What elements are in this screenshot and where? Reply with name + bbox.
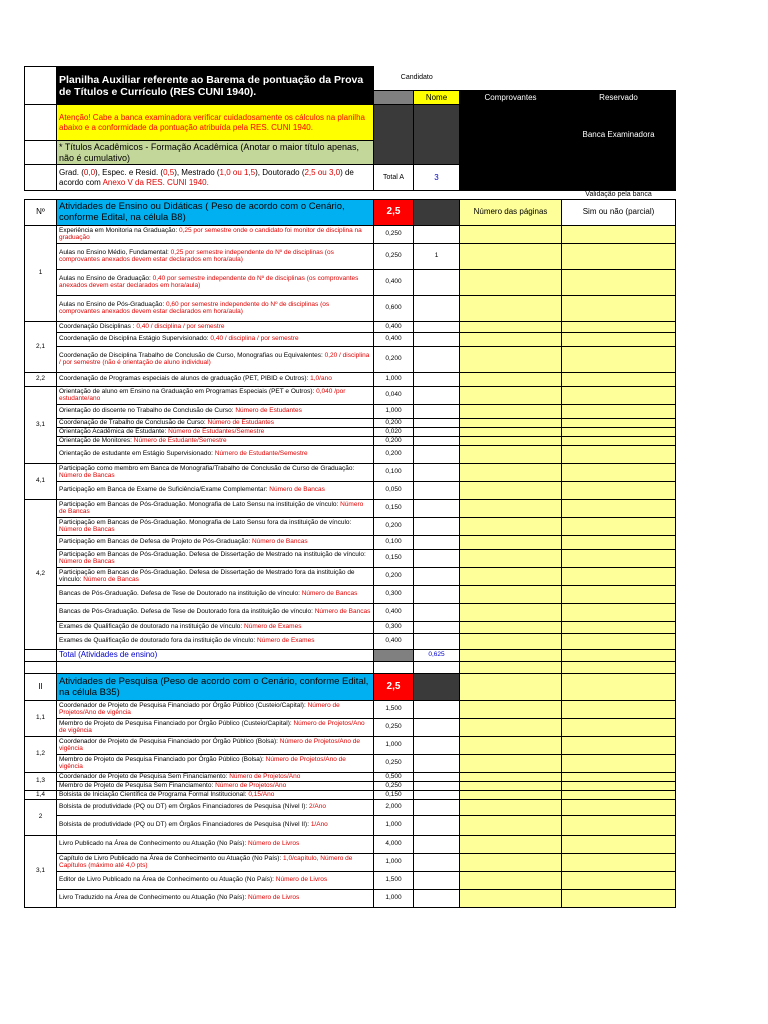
item-description: Coordenação Disciplinas : 0,40 / disciplina / por semestre (57, 321, 374, 332)
validacao-cell[interactable] (562, 790, 676, 799)
table-row (25, 781, 676, 790)
item-quantity[interactable] (414, 445, 460, 463)
comprovantes-cell[interactable] (460, 346, 562, 372)
item-description: Livro Publicado na Área de Conhecimento ou Atuação (No País): Número de Livros (57, 835, 374, 853)
item-quantity[interactable] (414, 754, 460, 772)
item-description: Exames de Qualificação de doutorado fora da instituição de vínculo: Número de Exames (57, 633, 374, 649)
table-row (25, 225, 676, 243)
table-row (25, 535, 676, 549)
item-points: 4,000 (374, 835, 414, 853)
table-row (25, 418, 676, 427)
item-description: Editor de Livro Publicado na Área de Conhecimento ou Atuação (No País): Número de Livros (57, 871, 374, 889)
item-description: Orientação de aluno em Ensino na Graduação em Programas Especiais (PET e Outros): 0,040 /por estudante/ano (57, 386, 374, 404)
item-description: Participação em Bancas de Pós-Graduação. Defesa de Dissertação de Mestrado na instituição de vínculo: Número de Bancas (57, 549, 374, 567)
item-points: 0,300 (374, 585, 414, 603)
comprovantes-cell[interactable] (460, 436, 562, 445)
item-quantity[interactable] (414, 332, 460, 346)
comprovantes-cell[interactable] (460, 225, 562, 243)
item-description: Participação em Bancas de Pós-Graduação. Defesa de Dissertação de Mestrado fora da instituição de vínculo: Número de Bancas (57, 567, 374, 585)
comprovantes-cell[interactable] (460, 404, 562, 418)
validacao-cell[interactable] (562, 853, 676, 871)
validacao-cell[interactable] (562, 772, 676, 781)
item-quantity[interactable] (414, 835, 460, 853)
validacao-cell[interactable] (562, 269, 676, 295)
item-points: 0,100 (374, 463, 414, 481)
item-description: Bolsista de Iniciação Científica de Programa Formal Institucional: 0,15/Ano (57, 790, 374, 799)
table-row (25, 295, 676, 321)
comprovantes-cell[interactable] (460, 517, 562, 535)
validacao-cell[interactable] (562, 754, 676, 772)
validacao-cell[interactable] (562, 889, 676, 907)
candidato-label: Candidato (400, 74, 433, 82)
validacao-cell[interactable] (562, 332, 676, 346)
validacao-cell[interactable] (562, 481, 676, 499)
item-description: Orientação de estudante em Estágio Supervisionado: Número de Estudante/Semestre (57, 445, 374, 463)
table-row (25, 269, 676, 295)
validacao-cell[interactable] (562, 517, 676, 535)
comprovantes-header: Comprovantes (460, 91, 562, 105)
item-points: 0,250 (374, 718, 414, 736)
comprovantes-cell[interactable] (460, 295, 562, 321)
item-description: Aulas no Ensino de Graduação: 0,40 por semestre independente do Nº de disciplinas (os comprovantes anexados devem estar declarados em hora/aula) (57, 269, 374, 295)
validacao-cell[interactable] (562, 871, 676, 889)
validacao-cell[interactable] (562, 436, 676, 445)
table-row (25, 871, 676, 889)
item-quantity[interactable] (414, 535, 460, 549)
item-description: Coordenador de Projeto de Pesquisa Financiado por Órgão Público (Custeio/Capital): Número de Projetos/Ano de vigência (57, 700, 374, 718)
table-row (25, 567, 676, 585)
item-points: 0,020 (374, 427, 414, 436)
item-quantity[interactable] (414, 463, 460, 481)
item-description: Participação em Banca de Exame de Suficiência/Exame Complementar: Número de Bancas (57, 481, 374, 499)
item-number: 3,1 (25, 386, 57, 463)
table-row (25, 799, 676, 815)
item-description: Participação em Bancas de Defesa de Projeto de Pós-Graduação: Número de Bancas (57, 535, 374, 549)
item-description: Bolsista de produtividade (PQ ou DT) em Órgãos Financiadores de Pesquisa (Nível I): 2/Ano (57, 799, 374, 815)
table-row (25, 549, 676, 567)
item-description: Orientação de Monitores: Número de Estudante/Semestre (57, 436, 374, 445)
item-quantity[interactable] (414, 718, 460, 736)
item-points: 1,000 (374, 404, 414, 418)
sheet-title: Planilha Auxiliar referente ao Barema de pontuação da Prova de Títulos e Currículo (RES CUNI 1940). (57, 67, 374, 105)
table-row (25, 585, 676, 603)
table-row (25, 633, 676, 649)
corner-cell (25, 67, 57, 105)
section-number: Nº (25, 199, 57, 225)
item-quantity[interactable] (414, 346, 460, 372)
item-quantity[interactable] (414, 481, 460, 499)
validacao-cell[interactable] (562, 427, 676, 436)
item-points: 1,000 (374, 372, 414, 386)
table-row (25, 621, 676, 633)
item-points: 1,000 (374, 889, 414, 907)
item-quantity[interactable] (414, 372, 460, 386)
table-row (25, 372, 676, 386)
validacao-cell[interactable] (562, 621, 676, 633)
validacao-cell[interactable] (562, 445, 676, 463)
item-description: Exames de Qualificação de doutorado na instituição de vínculo: Número de Exames (57, 621, 374, 633)
item-quantity[interactable] (414, 781, 460, 790)
comprovantes-cell[interactable] (460, 603, 562, 621)
item-number: 1,3 (25, 772, 57, 790)
comprovantes-cell[interactable] (460, 799, 562, 815)
item-description: Aulas no Ensino de Pós-Graduação: 0,60 por semestre independente do Nº de disciplinas (os comprovantes anexados devem estar declarados em hora/aula) (57, 295, 374, 321)
item-quantity[interactable] (414, 321, 460, 332)
comprovantes-cell[interactable] (460, 772, 562, 781)
section-title: Atividades de Ensino ou Didáticas ( Peso de acordo com o Cenário, conforme Edital, na célula B8) (57, 199, 374, 225)
item-description: Bancas de Pós-Graduação. Defesa de Tese de Doutorado na instituição de vínculo: Número de Bancas (57, 585, 374, 603)
item-quantity[interactable] (414, 567, 460, 585)
comprovantes-cell[interactable] (460, 736, 562, 754)
nome-header[interactable]: Nome (414, 91, 460, 105)
reservado-header: Reservado (562, 91, 676, 105)
item-points: 0,400 (374, 269, 414, 295)
comprovantes-cell[interactable] (460, 889, 562, 907)
item-quantity[interactable] (414, 700, 460, 718)
comprovantes-cell[interactable] (460, 332, 562, 346)
total-a-value[interactable]: 3 (414, 165, 460, 191)
total-ensino-label: Total (Atividades de ensino) (57, 649, 374, 661)
table-row (25, 499, 676, 517)
item-quantity[interactable] (414, 633, 460, 649)
item-description: Bancas de Pós-Graduação. Defesa de Tese de Doutorado fora da instituição de vínculo: Número de Bancas (57, 603, 374, 621)
item-quantity[interactable] (414, 386, 460, 404)
item-quantity[interactable] (414, 585, 460, 603)
table-row (25, 436, 676, 445)
validacao-cell[interactable] (562, 736, 676, 754)
item-points: 2,000 (374, 799, 414, 815)
section-peso[interactable]: 2,5 (374, 673, 414, 700)
table-row (25, 481, 676, 499)
item-points: 1,000 (374, 853, 414, 871)
comprovantes-cell[interactable] (460, 700, 562, 718)
comprovantes-cell[interactable] (460, 633, 562, 649)
validacao-cell[interactable] (562, 404, 676, 418)
item-description: Membro de Projeto de Pesquisa Financiado por Órgão Público (Bolsa): Número de Projetos/Ano de vigência (57, 754, 374, 772)
item-points: 0,250 (374, 781, 414, 790)
item-points: 0,400 (374, 332, 414, 346)
item-points: 0,400 (374, 633, 414, 649)
comprovantes-cell[interactable] (460, 499, 562, 517)
section-pesquisa-rows (25, 700, 676, 907)
comprovantes-cell[interactable] (460, 243, 562, 269)
item-description: Orientação Acadêmica de Estudante: Número de Estudantes/Semestre (57, 427, 374, 436)
table-row (25, 853, 676, 871)
comprovantes-cell[interactable] (460, 718, 562, 736)
item-points: 0,300 (374, 621, 414, 633)
comprovantes-cell[interactable] (460, 567, 562, 585)
item-description: Participação em Bancas de Pós-Graduação. Monografia de Lato Sensu na instituição de vínculo: Número de Bancas (57, 499, 374, 517)
validacao-cell[interactable] (562, 346, 676, 372)
item-number: 4,1 (25, 463, 57, 499)
table-row (25, 718, 676, 736)
item-description: Experiência em Monitoria na Graduação: 0,25 por semestre onde o candidato foi monitor de disciplina na graduação (57, 225, 374, 243)
item-quantity[interactable]: 1 (414, 243, 460, 269)
comprovantes-cell[interactable] (460, 427, 562, 436)
table-row (25, 445, 676, 463)
grad-line: Grad. (0,0), Espec. e Resid. (0,5), Mestrado (1,0 ou 1,5), Doutorado (2,5 ou 3,0) de acordo com Anexo V da RES. CUNI 1940. (57, 165, 374, 191)
comprovantes-cell[interactable] (460, 386, 562, 404)
item-points: 1,500 (374, 871, 414, 889)
table-row (25, 463, 676, 481)
comprovantes-cell[interactable] (460, 535, 562, 549)
item-points: 0,200 (374, 436, 414, 445)
section-title: Atividades de Pesquisa (Peso de acordo com o Cenário, conforme Edital, na célula B35) (57, 673, 374, 700)
comprovantes-cell[interactable] (460, 372, 562, 386)
item-number: 1 (25, 225, 57, 321)
paginas-header: Número das páginas (460, 199, 562, 225)
item-quantity[interactable] (414, 436, 460, 445)
item-description: Coordenação de Programas especiais de alunos de graduação (PET, PIBID e Outros): 1,0/ano (57, 372, 374, 386)
table-row (25, 517, 676, 535)
validacao-cell[interactable] (562, 603, 676, 621)
item-quantity[interactable] (414, 799, 460, 815)
item-points: 0,150 (374, 499, 414, 517)
table-row (25, 386, 676, 404)
item-description: Participação em Bancas de Pós-Graduação. Monografia de Lato Sensu fora da instituição de vínculo: Número de Bancas (57, 517, 374, 535)
table-row (25, 346, 676, 372)
comprovantes-cell[interactable] (460, 418, 562, 427)
item-number: 1,2 (25, 736, 57, 772)
table-row (25, 321, 676, 332)
comprovantes-cell[interactable] (460, 754, 562, 772)
comprovantes-cell[interactable] (460, 621, 562, 633)
item-description: Bolsista de produtividade (PQ ou DT) em Órgãos Financiadores de Pesquisa (Nível II): 1/Ano (57, 815, 374, 835)
table-row (25, 815, 676, 835)
validacao-cell[interactable] (562, 835, 676, 853)
table-row (25, 603, 676, 621)
item-number: 3,1 (25, 835, 57, 907)
validacao-cell[interactable] (562, 372, 676, 386)
validacao-cell[interactable] (562, 633, 676, 649)
validacao-cell[interactable] (562, 567, 676, 585)
validacao-cell[interactable] (562, 535, 676, 549)
total-a-label: Total A (374, 165, 414, 191)
item-quantity[interactable] (414, 772, 460, 781)
comprovantes-cell[interactable] (460, 445, 562, 463)
item-points: 0,200 (374, 567, 414, 585)
item-number: 4,2 (25, 499, 57, 649)
validacao-cell[interactable] (562, 225, 676, 243)
item-points: 0,600 (374, 295, 414, 321)
sim-nao-header: Sim ou não (parcial) (562, 199, 676, 225)
item-points: 0,150 (374, 549, 414, 567)
item-points: 0,200 (374, 418, 414, 427)
item-number: 2,1 (25, 321, 57, 372)
table-row (25, 243, 676, 269)
validacao-cell[interactable] (562, 718, 676, 736)
item-quantity[interactable] (414, 295, 460, 321)
validacao-label: Validação pela banca (585, 191, 652, 198)
item-points: 0,150 (374, 790, 414, 799)
item-quantity[interactable] (414, 404, 460, 418)
comprovantes-cell[interactable] (460, 835, 562, 853)
section-peso[interactable]: 2,5 (374, 199, 414, 225)
item-quantity[interactable] (414, 427, 460, 436)
item-points: 1,500 (374, 700, 414, 718)
table-row (25, 889, 676, 907)
item-points: 0,500 (374, 772, 414, 781)
validacao-cell[interactable] (562, 418, 676, 427)
item-points: 0,050 (374, 481, 414, 499)
item-points: 0,200 (374, 517, 414, 535)
table-row (25, 700, 676, 718)
item-points: 0,250 (374, 225, 414, 243)
item-number: 1,4 (25, 790, 57, 799)
total-ensino-value: 0,625 (414, 649, 460, 661)
validacao-cell[interactable] (562, 815, 676, 835)
item-quantity[interactable] (414, 736, 460, 754)
table-row (25, 736, 676, 754)
item-quantity[interactable] (414, 418, 460, 427)
validacao-cell[interactable] (562, 585, 676, 603)
item-description: Orientação do discente no Trabalho de Conclusão de Curso: Número de Estudantes (57, 404, 374, 418)
item-description: Membro de Projeto de Pesquisa Sem Financiamento: Número de Projetos/Ano (57, 781, 374, 790)
comprovantes-cell[interactable] (460, 463, 562, 481)
item-quantity[interactable] (414, 853, 460, 871)
item-description: Participação como membro em Banca de Monografia/Trabalho de Conclusão de Curso de Graduação: Número de Bancas (57, 463, 374, 481)
validacao-cell[interactable] (562, 321, 676, 332)
item-quantity[interactable] (414, 499, 460, 517)
comprovantes-cell[interactable] (460, 585, 562, 603)
validacao-cell[interactable] (562, 295, 676, 321)
comprovantes-cell[interactable] (460, 790, 562, 799)
item-points: 0,400 (374, 321, 414, 332)
item-points: 0,250 (374, 754, 414, 772)
item-points: 0,250 (374, 243, 414, 269)
validacao-cell[interactable] (562, 700, 676, 718)
banca-examinadora-label: Banca Examinadora (562, 105, 676, 165)
validacao-cell[interactable] (562, 386, 676, 404)
item-quantity[interactable] (414, 269, 460, 295)
comprovantes-cell[interactable] (460, 321, 562, 332)
comprovantes-cell[interactable] (460, 269, 562, 295)
item-quantity[interactable] (414, 517, 460, 535)
item-description: Coordenador de Projeto de Pesquisa Sem Financiamento: Número de Projetos/Ano (57, 772, 374, 781)
item-quantity[interactable] (414, 225, 460, 243)
item-points: 1,000 (374, 736, 414, 754)
item-quantity[interactable] (414, 790, 460, 799)
item-points: 0,400 (374, 603, 414, 621)
validacao-cell[interactable] (562, 781, 676, 790)
table-row (25, 772, 676, 781)
comprovantes-cell[interactable] (460, 481, 562, 499)
section-ensino-rows (25, 225, 676, 649)
table-row (25, 404, 676, 418)
titulos-academicos-label: * Títulos Acadêmicos - Formação Acadêmica (Anotar o maior título apenas, não é cumulativo) (57, 141, 374, 165)
score-sheet (24, 66, 676, 908)
table-row (25, 754, 676, 772)
table-row (25, 427, 676, 436)
item-points: 0,200 (374, 346, 414, 372)
warning-text: Atenção! Cabe a banca examinadora verificar cuidadosamente os cálculos na planilha abaixo e a conformidade da pontuação atribuída pela RES. CUNI 1940. (57, 105, 374, 141)
item-number: 2 (25, 799, 57, 835)
section-ensino (25, 199, 676, 225)
item-description: Coordenação de Disciplina Estágio Supervisionado: 0,40 / disciplina / por semestre (57, 332, 374, 346)
validacao-cell[interactable] (562, 799, 676, 815)
item-description: Coordenação de Disciplina Trabalho de Conclusão de Curso, Monografias ou Equivalentes: 0,20 / disciplina / por semestre (não é orientação de aluno individual) (57, 346, 374, 372)
item-quantity[interactable] (414, 549, 460, 567)
comprovantes-cell[interactable] (460, 815, 562, 835)
section-number: II (25, 673, 57, 700)
item-description: Coordenador de Projeto de Pesquisa Financiado por Órgão Público (Bolsa): Número de Projetos/Ano de vigência (57, 736, 374, 754)
item-quantity[interactable] (414, 871, 460, 889)
item-quantity[interactable] (414, 815, 460, 835)
item-quantity[interactable] (414, 603, 460, 621)
item-points: 0,200 (374, 445, 414, 463)
item-quantity[interactable] (414, 889, 460, 907)
item-description: Livro Traduzido na Área de Conhecimento ou Atuação (No País): Número de Livros (57, 889, 374, 907)
validacao-cell[interactable] (562, 463, 676, 481)
item-description: Coordenação de Trabalho de Conclusão de Curso: Número de Estudantes (57, 418, 374, 427)
item-description: Membro de Projeto de Pesquisa Financiado por Órgão Público (Custeio/Capital): Número de Projetos/Ano de vigência (57, 718, 374, 736)
comprovantes-cell[interactable] (460, 781, 562, 790)
item-quantity[interactable] (414, 621, 460, 633)
comprovantes-cell[interactable] (460, 549, 562, 567)
item-description: Capítulo de Livro Publicado na Área de Conhecimento ou Atuação (No País): 1,0/capítulo, Número de Capítulos (máximo até 4,0 pts) (57, 853, 374, 871)
table-row (25, 790, 676, 799)
item-points: 1,000 (374, 815, 414, 835)
item-points: 0,100 (374, 535, 414, 549)
validacao-cell[interactable] (562, 243, 676, 269)
item-description: Aulas no Ensino Médio, Fundamental: 0,25 por semestre independente do Nº de disciplinas (os comprovantes anexados devem estar declarados em hora/aula) (57, 243, 374, 269)
table-row (25, 332, 676, 346)
item-number: 2,2 (25, 372, 57, 386)
item-number: 1,1 (25, 700, 57, 736)
item-points: 0,040 (374, 386, 414, 404)
validacao-cell[interactable] (562, 549, 676, 567)
comprovantes-cell[interactable] (460, 853, 562, 871)
comprovantes-cell[interactable] (460, 871, 562, 889)
validacao-cell[interactable] (562, 499, 676, 517)
table-row (25, 835, 676, 853)
